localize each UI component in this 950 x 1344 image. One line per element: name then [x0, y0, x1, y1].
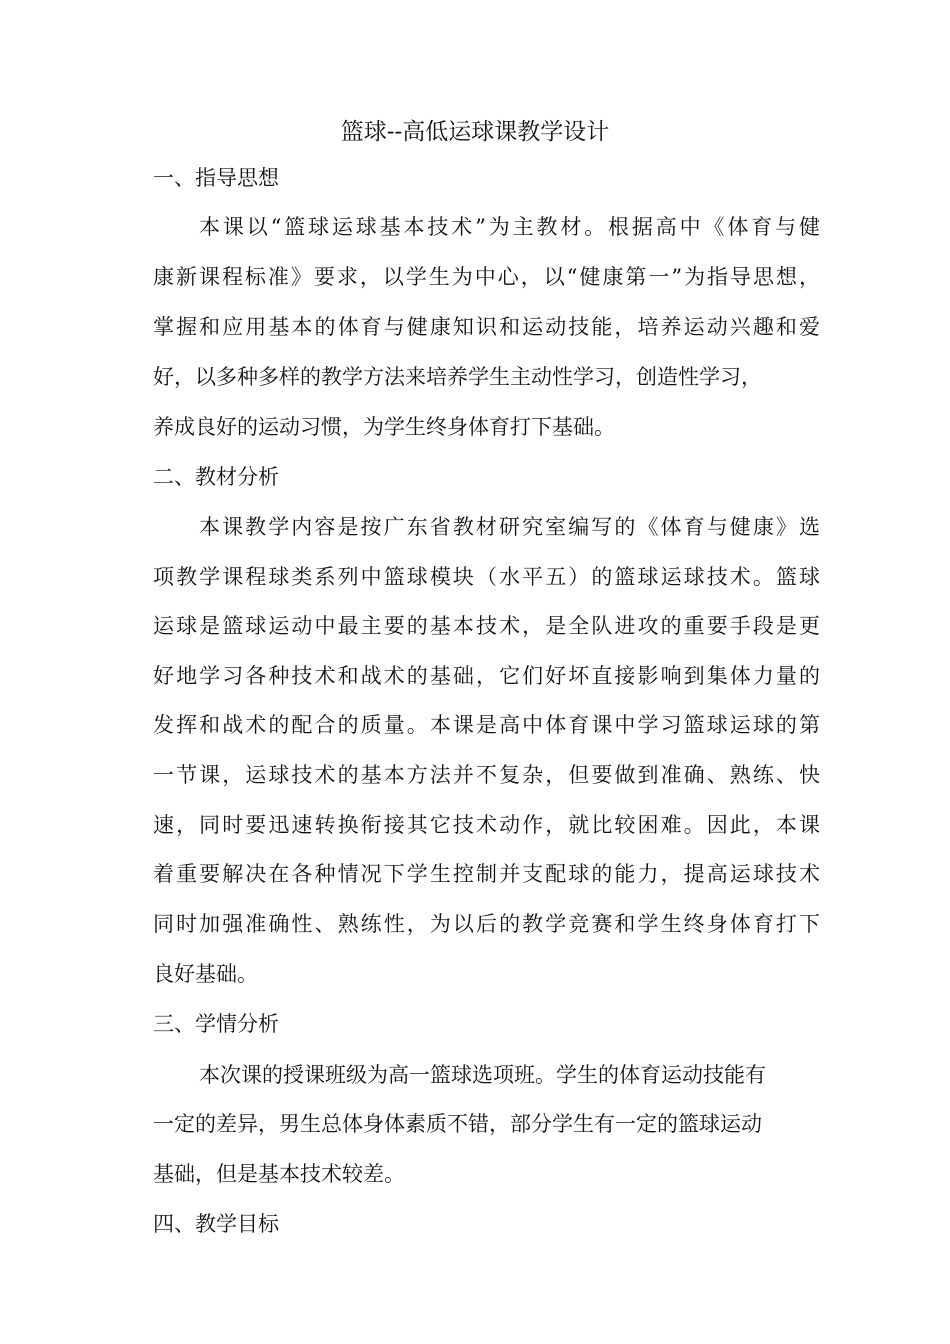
paragraph-line: 好地学习各种技术和战术的基础，它们好坏直接影响到集体力量的 — [153, 664, 820, 688]
paragraph-line: 基础，但是基本技术较差。 — [153, 1162, 405, 1186]
paragraph-line: 一定的差异，男生总体身体素质不错，部分学生有一定的篮球运动 — [153, 1112, 762, 1136]
section-heading-material-analysis: 二、教材分析 — [153, 465, 279, 489]
paragraph-line: 好，以多种多样的教学方法来培养学生主动性学习，创造性学习， — [153, 365, 762, 389]
paragraph-line: 着重要解决在各种情况下学生控制并支配球的能力，提高运球技术 — [153, 862, 820, 886]
paragraph-line: 本次课的授课班级为高一篮球选项班。学生的体育运动技能有 — [199, 1063, 766, 1087]
paragraph-line: 本课以“篮球运球基本技术”为主教材。根据高中《体育与健 — [199, 215, 820, 239]
paragraph-line: 本课教学内容是按广东省教材研究室编写的《体育与健康》选 — [199, 515, 820, 539]
paragraph-line: 发挥和战术的配合的质量。本课是高中体育课中学习篮球运球的第 — [153, 713, 820, 737]
paragraph-line: 运球是篮球运动中最主要的基本技术，是全队进攻的重要手段是更 — [153, 614, 820, 638]
paragraph-line: 掌握和应用基本的体育与健康知识和运动技能，培养运动兴趣和爱 — [153, 315, 820, 339]
document-title: 篮球--高低运球课教学设计 — [340, 119, 610, 145]
paragraph-line: 康新课程标准》要求，以学生为中心，以“健康第一”为指导思想， — [153, 265, 820, 289]
section-heading-learner-analysis: 三、学情分析 — [153, 1012, 279, 1036]
section-heading-teaching-objectives: 四、教学目标 — [153, 1212, 279, 1236]
paragraph-line: 养成良好的运动习惯，为学生终身体育打下基础。 — [153, 415, 615, 439]
section-heading-guiding-thought: 一、指导思想 — [153, 166, 279, 190]
paragraph-line: 项教学课程球类系列中篮球模块（水平五）的篮球运球技术。篮球 — [153, 565, 820, 589]
paragraph-line: 速，同时要迅速转换衔接其它技术动作，就比较困难。因此，本课 — [153, 813, 820, 837]
paragraph-line: 良好基础。 — [153, 962, 258, 986]
paragraph-line: 同时加强准确性、熟练性，为以后的教学竞赛和学生终身体育打下 — [153, 912, 820, 936]
paragraph-line: 一节课，运球技术的基本方法并不复杂，但要做到准确、熟练、快 — [153, 763, 820, 787]
